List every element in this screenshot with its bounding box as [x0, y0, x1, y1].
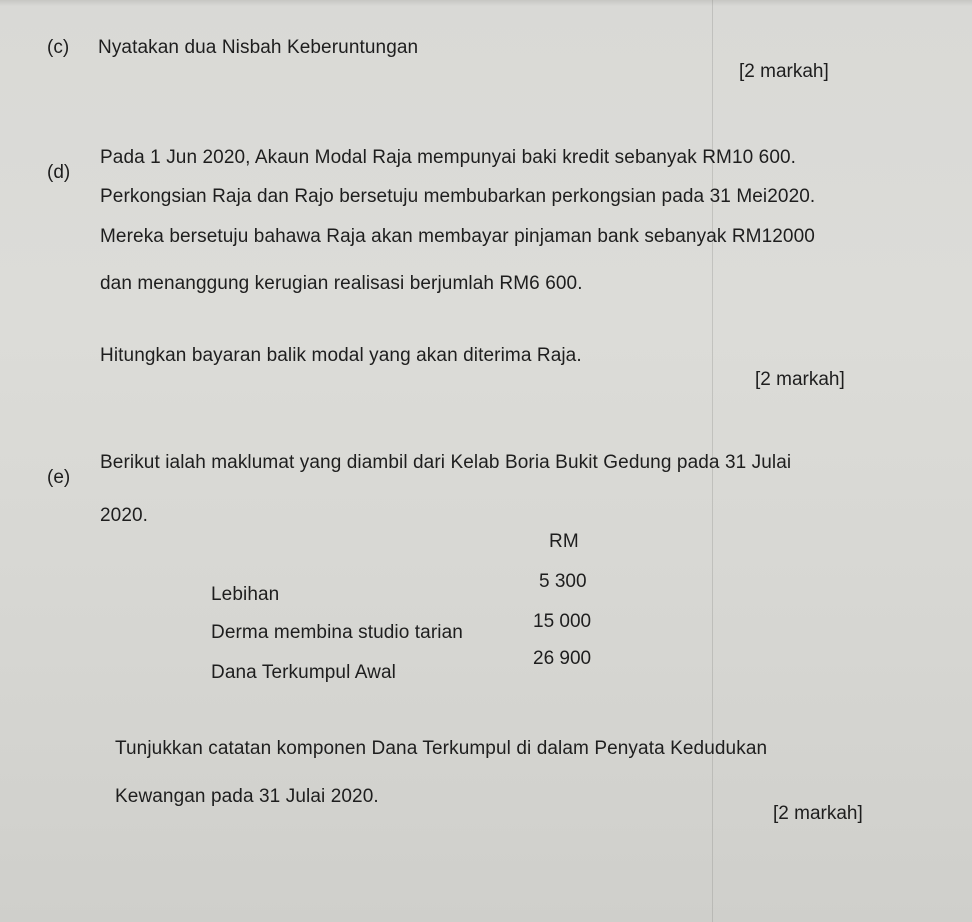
part-e-line-2: 2020.: [100, 505, 149, 526]
table-row-1-item: Lebihan: [211, 584, 280, 605]
table-row-3-item: Dana Terkumpul Awal: [211, 662, 396, 683]
table-currency-header: RM: [549, 531, 579, 552]
part-e-instruction-line-2: Kewangan pada 31 Julai 2020.: [115, 786, 379, 807]
part-d-marks: [2 markah]: [755, 369, 845, 390]
part-c-question: Nyatakan dua Nisbah Keberuntungan: [98, 37, 419, 58]
part-d-line-3: Mereka bersetuju bahawa Raja akan membayar pinjaman bank sebanyak RM12000: [100, 226, 815, 247]
part-d-line-1: Pada 1 Jun 2020, Akaun Modal Raja mempunyai baki kredit sebanyak RM10 600.: [100, 147, 797, 168]
part-d-instruction: Hitungkan bayaran balik modal yang akan diterima Raja.: [100, 345, 582, 366]
part-c-label: (c): [47, 37, 70, 58]
sheet-top-shadow: [0, 0, 972, 6]
table-row-1-amount: 5 300: [539, 571, 587, 592]
part-d-line-2: Perkongsian Raja dan Rajo bersetuju membubarkan perkongsian pada 31 Mei2020.: [100, 186, 816, 207]
part-e-label: (e): [47, 467, 71, 488]
table-row-2-item: Derma membina studio tarian: [211, 622, 463, 643]
part-e-marks: [2 markah]: [773, 803, 863, 824]
part-e-instruction-line-1: Tunjukkan catatan komponen Dana Terkumpul di dalam Penyata Kedudukan: [115, 738, 768, 759]
part-d-label: (d): [47, 162, 71, 183]
part-c-marks: [2 markah]: [739, 61, 829, 82]
part-e-line-1: Berikut ialah maklumat yang diambil dari Kelab Boria Bukit Gedung pada 31 Julai: [100, 452, 792, 473]
table-row-2-amount: 15 000: [533, 611, 592, 632]
part-d-line-4: dan menanggung kerugian realisasi berjumlah RM6 600.: [100, 273, 583, 294]
table-row-3-amount: 26 900: [533, 648, 592, 669]
